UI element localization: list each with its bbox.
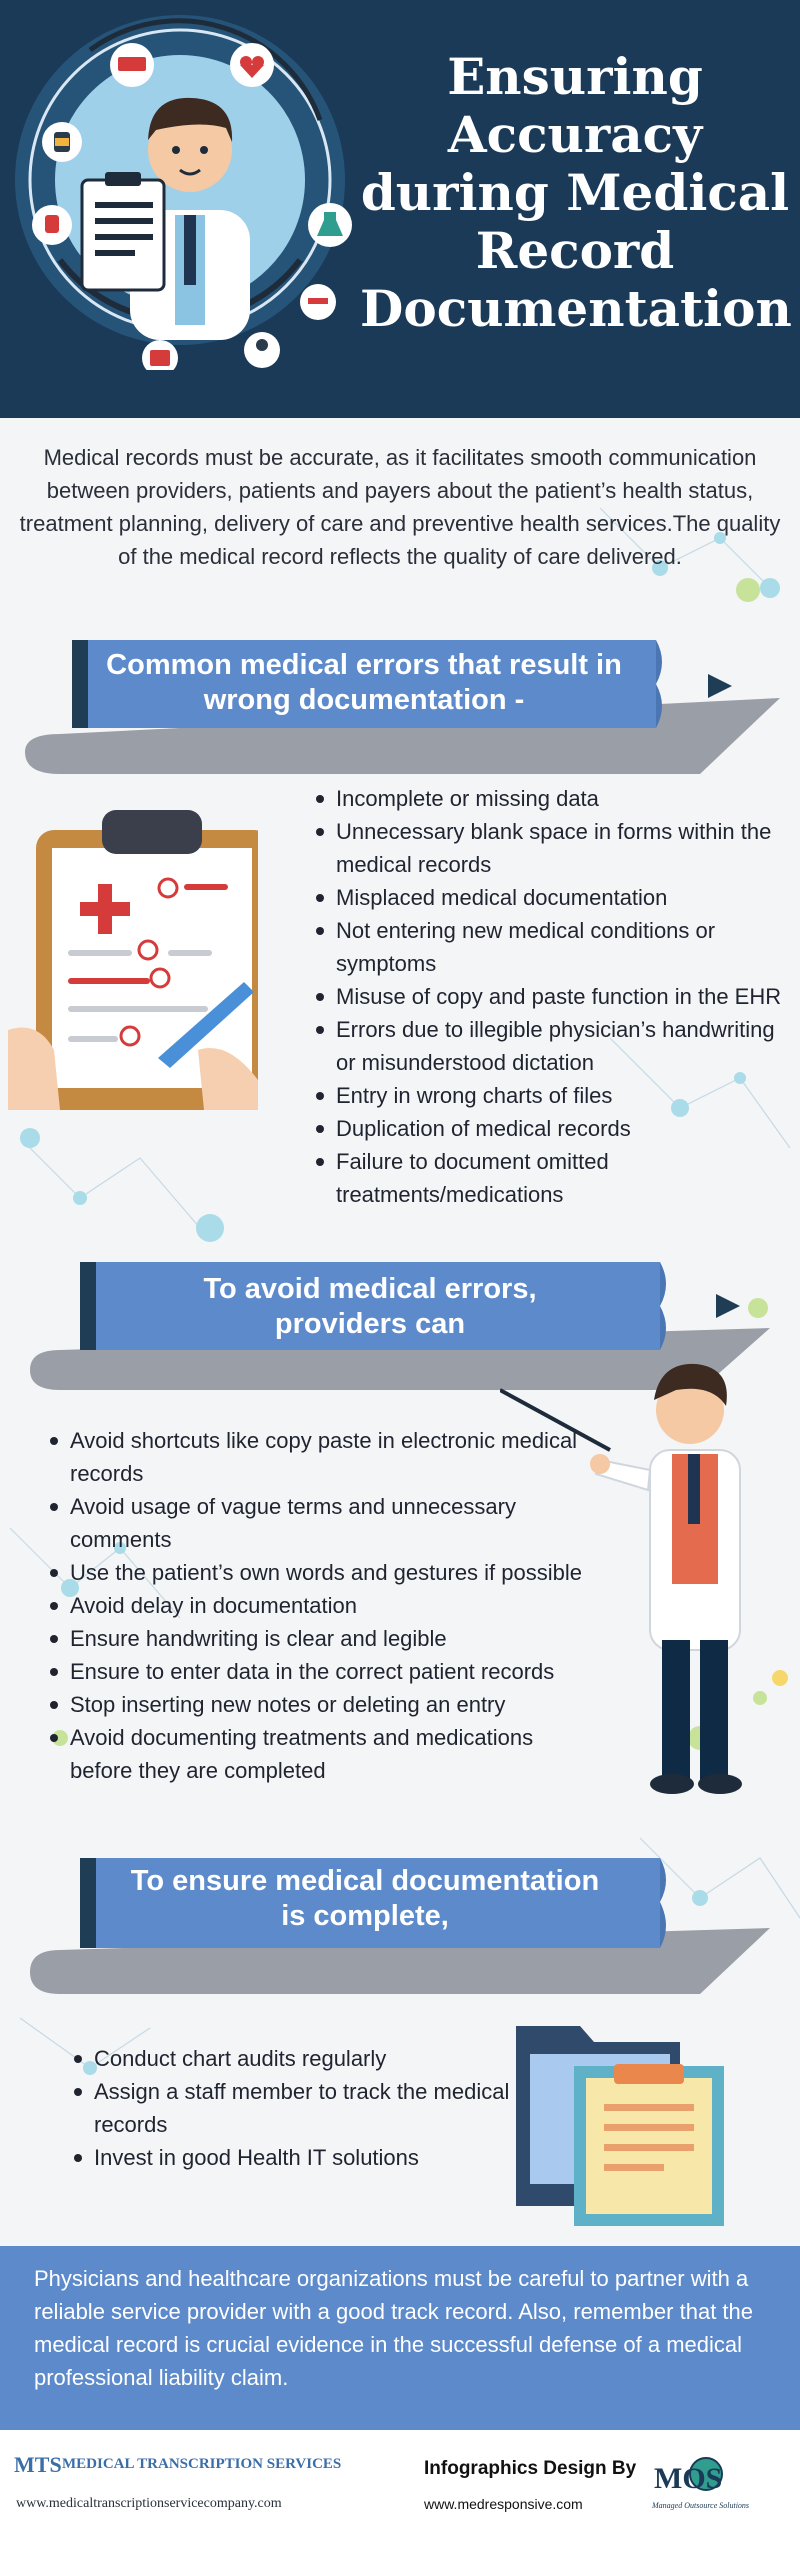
mts-logo-letters: MTS bbox=[14, 2452, 62, 2477]
mos-logo-letters: MOS bbox=[654, 2462, 723, 2495]
page-title: Ensuring Accuracy during Medical Record Documentation bbox=[360, 47, 792, 338]
avoid-list bbox=[48, 1424, 588, 1787]
list-item: Unnecessary blank space in forms within the medical records bbox=[314, 815, 794, 881]
list-item: Ensure to enter data in the correct patient records bbox=[48, 1655, 588, 1688]
list-item: Failure to document omitted treatments/medications bbox=[314, 1145, 794, 1211]
list-item: Misplaced medical documentation bbox=[314, 881, 794, 914]
footer-brand: MEDICAL TRANSCRIPTION SERVICES bbox=[62, 2456, 342, 2472]
mts-logo-icon bbox=[14, 2450, 62, 2478]
footer-brand-url[interactable]: www.medicaltranscriptionservicecompany.com bbox=[16, 2496, 282, 2511]
list-item: Errors due to illegible physician’s handwriting or misunderstood dictation bbox=[314, 1013, 794, 1079]
mos-logo-icon bbox=[644, 2452, 764, 2516]
complete-list bbox=[72, 2042, 512, 2174]
folder-illustration bbox=[510, 2006, 730, 2236]
footer-design-url[interactable]: www.medresponsive.com bbox=[424, 2496, 583, 2512]
header-banner bbox=[0, 0, 800, 418]
pill-bottle-icon bbox=[42, 122, 82, 162]
list-item: Avoid delay in documentation bbox=[48, 1589, 588, 1622]
intro-paragraph: Medical records must be accurate, as it facilitates smooth communication between providers, patients and payers about the patient’s health status, treatment planning, delivery of care and preventive health services.The quality of the medical record reflects the quality of care delivered. bbox=[19, 445, 781, 569]
nurse-icon bbox=[244, 332, 280, 368]
errors-heading-banner bbox=[0, 634, 800, 774]
list-item: Use the patient’s own words and gestures if possible bbox=[48, 1556, 588, 1589]
list-item: Avoid shortcuts like copy paste in electronic medical records bbox=[48, 1424, 588, 1490]
list-item: Stop inserting new notes or deleting an entry bbox=[48, 1688, 588, 1721]
list-item: Invest in good Health IT solutions bbox=[72, 2141, 512, 2174]
list-item: Not entering new medical conditions or symptoms bbox=[314, 914, 794, 980]
ambulance-icon bbox=[110, 43, 154, 87]
clipboard-illustration bbox=[8, 810, 258, 1140]
list-item: Duplication of medical records bbox=[314, 1112, 794, 1145]
list-item: Conduct chart audits regularly bbox=[72, 2042, 512, 2075]
errors-heading: Common medical errors that result in wrong documentation - bbox=[106, 649, 622, 716]
doctor-illustration bbox=[0, 10, 360, 370]
list-item: Assign a staff member to track the medical records bbox=[72, 2075, 512, 2141]
list-item: Entry in wrong charts of files bbox=[314, 1079, 794, 1112]
heart-icon bbox=[230, 43, 274, 87]
avoid-heading: To avoid medical errors, providers can bbox=[203, 1273, 537, 1340]
mos-logo-tagline: Managed Outsource Solutions bbox=[652, 2501, 750, 2510]
syringe-icon bbox=[300, 284, 336, 320]
list-item: Avoid usage of vague terms and unnecessary comments bbox=[48, 1490, 588, 1556]
list-item: Incomplete or missing data bbox=[314, 782, 794, 815]
list-item: Ensure handwriting is clear and legible bbox=[48, 1622, 588, 1655]
footer-design-label: Infographics Design By bbox=[424, 2458, 637, 2479]
errors-list bbox=[314, 782, 794, 1211]
complete-heading: To ensure medical documentation is complete, bbox=[130, 1865, 600, 1932]
list-item: Misuse of copy and paste function in the EHR bbox=[314, 980, 794, 1013]
flask-icon bbox=[308, 203, 352, 247]
complete-heading-banner bbox=[0, 1852, 800, 2002]
closing-paragraph: Physicians and healthcare organizations must be careful to partner with a reliable service provider with a good track record. Also, remember that the medical record is crucial evidence in the successful defense of a medical professional liability claim. bbox=[34, 2266, 753, 2390]
iv-bag-icon bbox=[32, 205, 72, 245]
list-item: Avoid documenting treatments and medications before they are completed bbox=[48, 1721, 588, 1787]
